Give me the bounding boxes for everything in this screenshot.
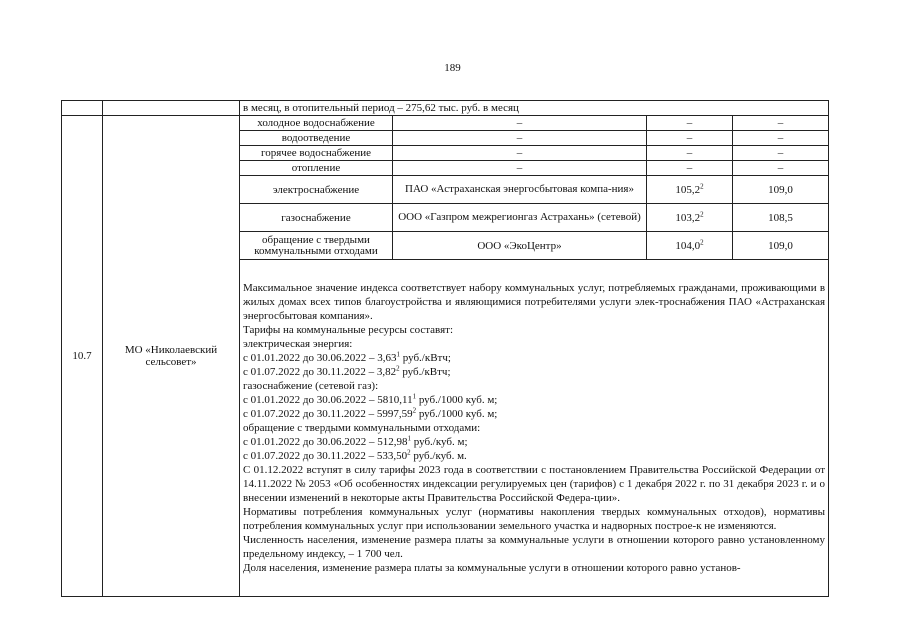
paragraph: Тарифы на коммунальные ресурсы составят: (243, 324, 454, 336)
entry-number: 10.7 (62, 116, 103, 597)
tariff-unit: руб./кВтч; (399, 352, 451, 364)
description-text (240, 260, 829, 597)
tariff-text: с 01.01.2022 до 30.06.2022 – 3,63 (243, 352, 397, 364)
continuation-row (62, 101, 829, 116)
tariff-unit: руб./куб. м; (410, 436, 468, 448)
service-name: холодное водоснабжение (240, 116, 393, 131)
tariff-text: с 01.07.2022 до 30.11.2022 – 5997,59 (243, 408, 413, 420)
footnote-mark: 1 (396, 350, 400, 359)
service-name: водоотведение (240, 131, 393, 146)
tariff-unit: руб./кВтч; (399, 366, 451, 378)
footnote-mark: 1 (407, 434, 411, 443)
tariff-line (243, 351, 825, 365)
service-provider: – (393, 116, 647, 131)
tariff-table (61, 100, 829, 597)
service-name: электроснабжение (240, 176, 393, 204)
paragraph: С 01.12.2022 вступят в силу тарифы 2023 года в соответствии с постановлением Правительства Российской Федерации от 14.11.2022 № 2053 «Об особенностях индексации регулируемых цен (тарифов) с 1 декабря 2022 г. по 31 декабря 2023 г. и о внесении изменений в некоторые акты Правительства Российской Федера-ции». (243, 464, 826, 504)
index-value-2: – (733, 146, 829, 161)
footnote-mark: 1 (412, 392, 417, 401)
index-value-1: – (647, 131, 733, 146)
service-provider: – (393, 146, 647, 161)
index-value-2: – (733, 131, 829, 146)
index-value-1 (647, 176, 733, 204)
index-value-1-number: 104,0 (675, 239, 701, 252)
tariff-line (243, 393, 825, 407)
paragraph: Максимальное значение индекса соответствует набору коммунальных услуг, потребляемых гражданами, проживающими в жилых домах всех типов благоустройства и являющимися потребителями услуги элек-троснабжения ПАО «Астраханская энергосбытовая компания». (243, 282, 826, 322)
footnote-mark: 2 (412, 406, 417, 415)
footnote-mark: 2 (700, 237, 704, 246)
service-provider: ООО «Газпром межрегионгаз Астрахань» (сетевой) (393, 204, 647, 232)
cont-num-cell (62, 101, 103, 116)
index-value-1 (647, 204, 733, 232)
index-value-1-number: 103,2 (675, 211, 701, 224)
index-value-2: 109,0 (733, 232, 829, 260)
service-row-cold-water (62, 116, 829, 131)
footnote-mark: 2 (700, 209, 704, 218)
tariff-text: с 01.07.2022 до 30.11.2022 – 3,82 (243, 366, 397, 378)
tariff-text: с 01.07.2022 до 30.11.2022 – 533,50 (243, 450, 408, 462)
index-value-2: 109,0 (733, 176, 829, 204)
tariff-line (243, 407, 825, 421)
tariff-line (243, 365, 825, 379)
index-value-1: – (647, 116, 733, 131)
tariff-line (243, 449, 825, 463)
service-provider: ООО «ЭкоЦентр» (393, 232, 647, 260)
cont-name-cell (103, 101, 240, 116)
page-number: 189 (444, 62, 461, 74)
paragraph: электрическая энергия: (243, 338, 353, 350)
entry-name: МО «Николаевский сельсовет» (103, 116, 240, 597)
index-value-2: 108,5 (733, 204, 829, 232)
service-name: горячее водоснабжение (240, 146, 393, 161)
footnote-mark: 2 (396, 364, 400, 373)
paragraph: Доля населения, изменение размера платы за коммунальные услуги в отношении которого равно установ- (243, 562, 741, 574)
service-provider: – (393, 161, 647, 176)
tariff-unit: руб./1000 куб. м; (416, 394, 498, 406)
paragraph: газоснабжение (сетевой газ): (243, 380, 379, 392)
index-value-2: – (733, 116, 829, 131)
paragraph: обращение с твердыми коммунальными отходами: (243, 422, 481, 434)
paragraph: Численность населения, изменение размера платы за коммунальные услуги в отношении которого равно установленному предельному индексу, – 1 700 чел. (243, 534, 826, 560)
footnote-mark: 2 (700, 181, 704, 190)
service-name: обращение с твердыми коммунальными отходами (240, 232, 393, 260)
tariff-unit: руб./куб. м. (410, 450, 467, 462)
index-value-1-number: 105,2 (675, 183, 701, 196)
service-name: газоснабжение (240, 204, 393, 232)
index-value-1: – (647, 161, 733, 176)
cont-text: в месяц, в отопительный период – 275,62 тыс. руб. в месяц (240, 101, 829, 116)
index-value-1: – (647, 146, 733, 161)
tariff-text: с 01.01.2022 до 30.06.2022 – 512,98 (243, 436, 408, 448)
tariff-line (243, 435, 825, 449)
index-value-2: – (733, 161, 829, 176)
service-provider: ПАО «Астраханская энергосбытовая компа-ния» (393, 176, 647, 204)
service-name: отопление (240, 161, 393, 176)
tariff-unit: руб./1000 куб. м; (416, 408, 498, 420)
tariff-text: с 01.01.2022 до 30.06.2022 – 5810,11 (243, 394, 413, 406)
footnote-mark: 2 (407, 448, 411, 457)
service-provider: – (393, 131, 647, 146)
index-value-1 (647, 232, 733, 260)
paragraph: Нормативы потребления коммунальных услуг (нормативы накопления твердых коммунальных отходов), нормативы потребления коммунальных услуг при использовании земельного участка и надворных построе-к не изменяются. (243, 506, 826, 532)
